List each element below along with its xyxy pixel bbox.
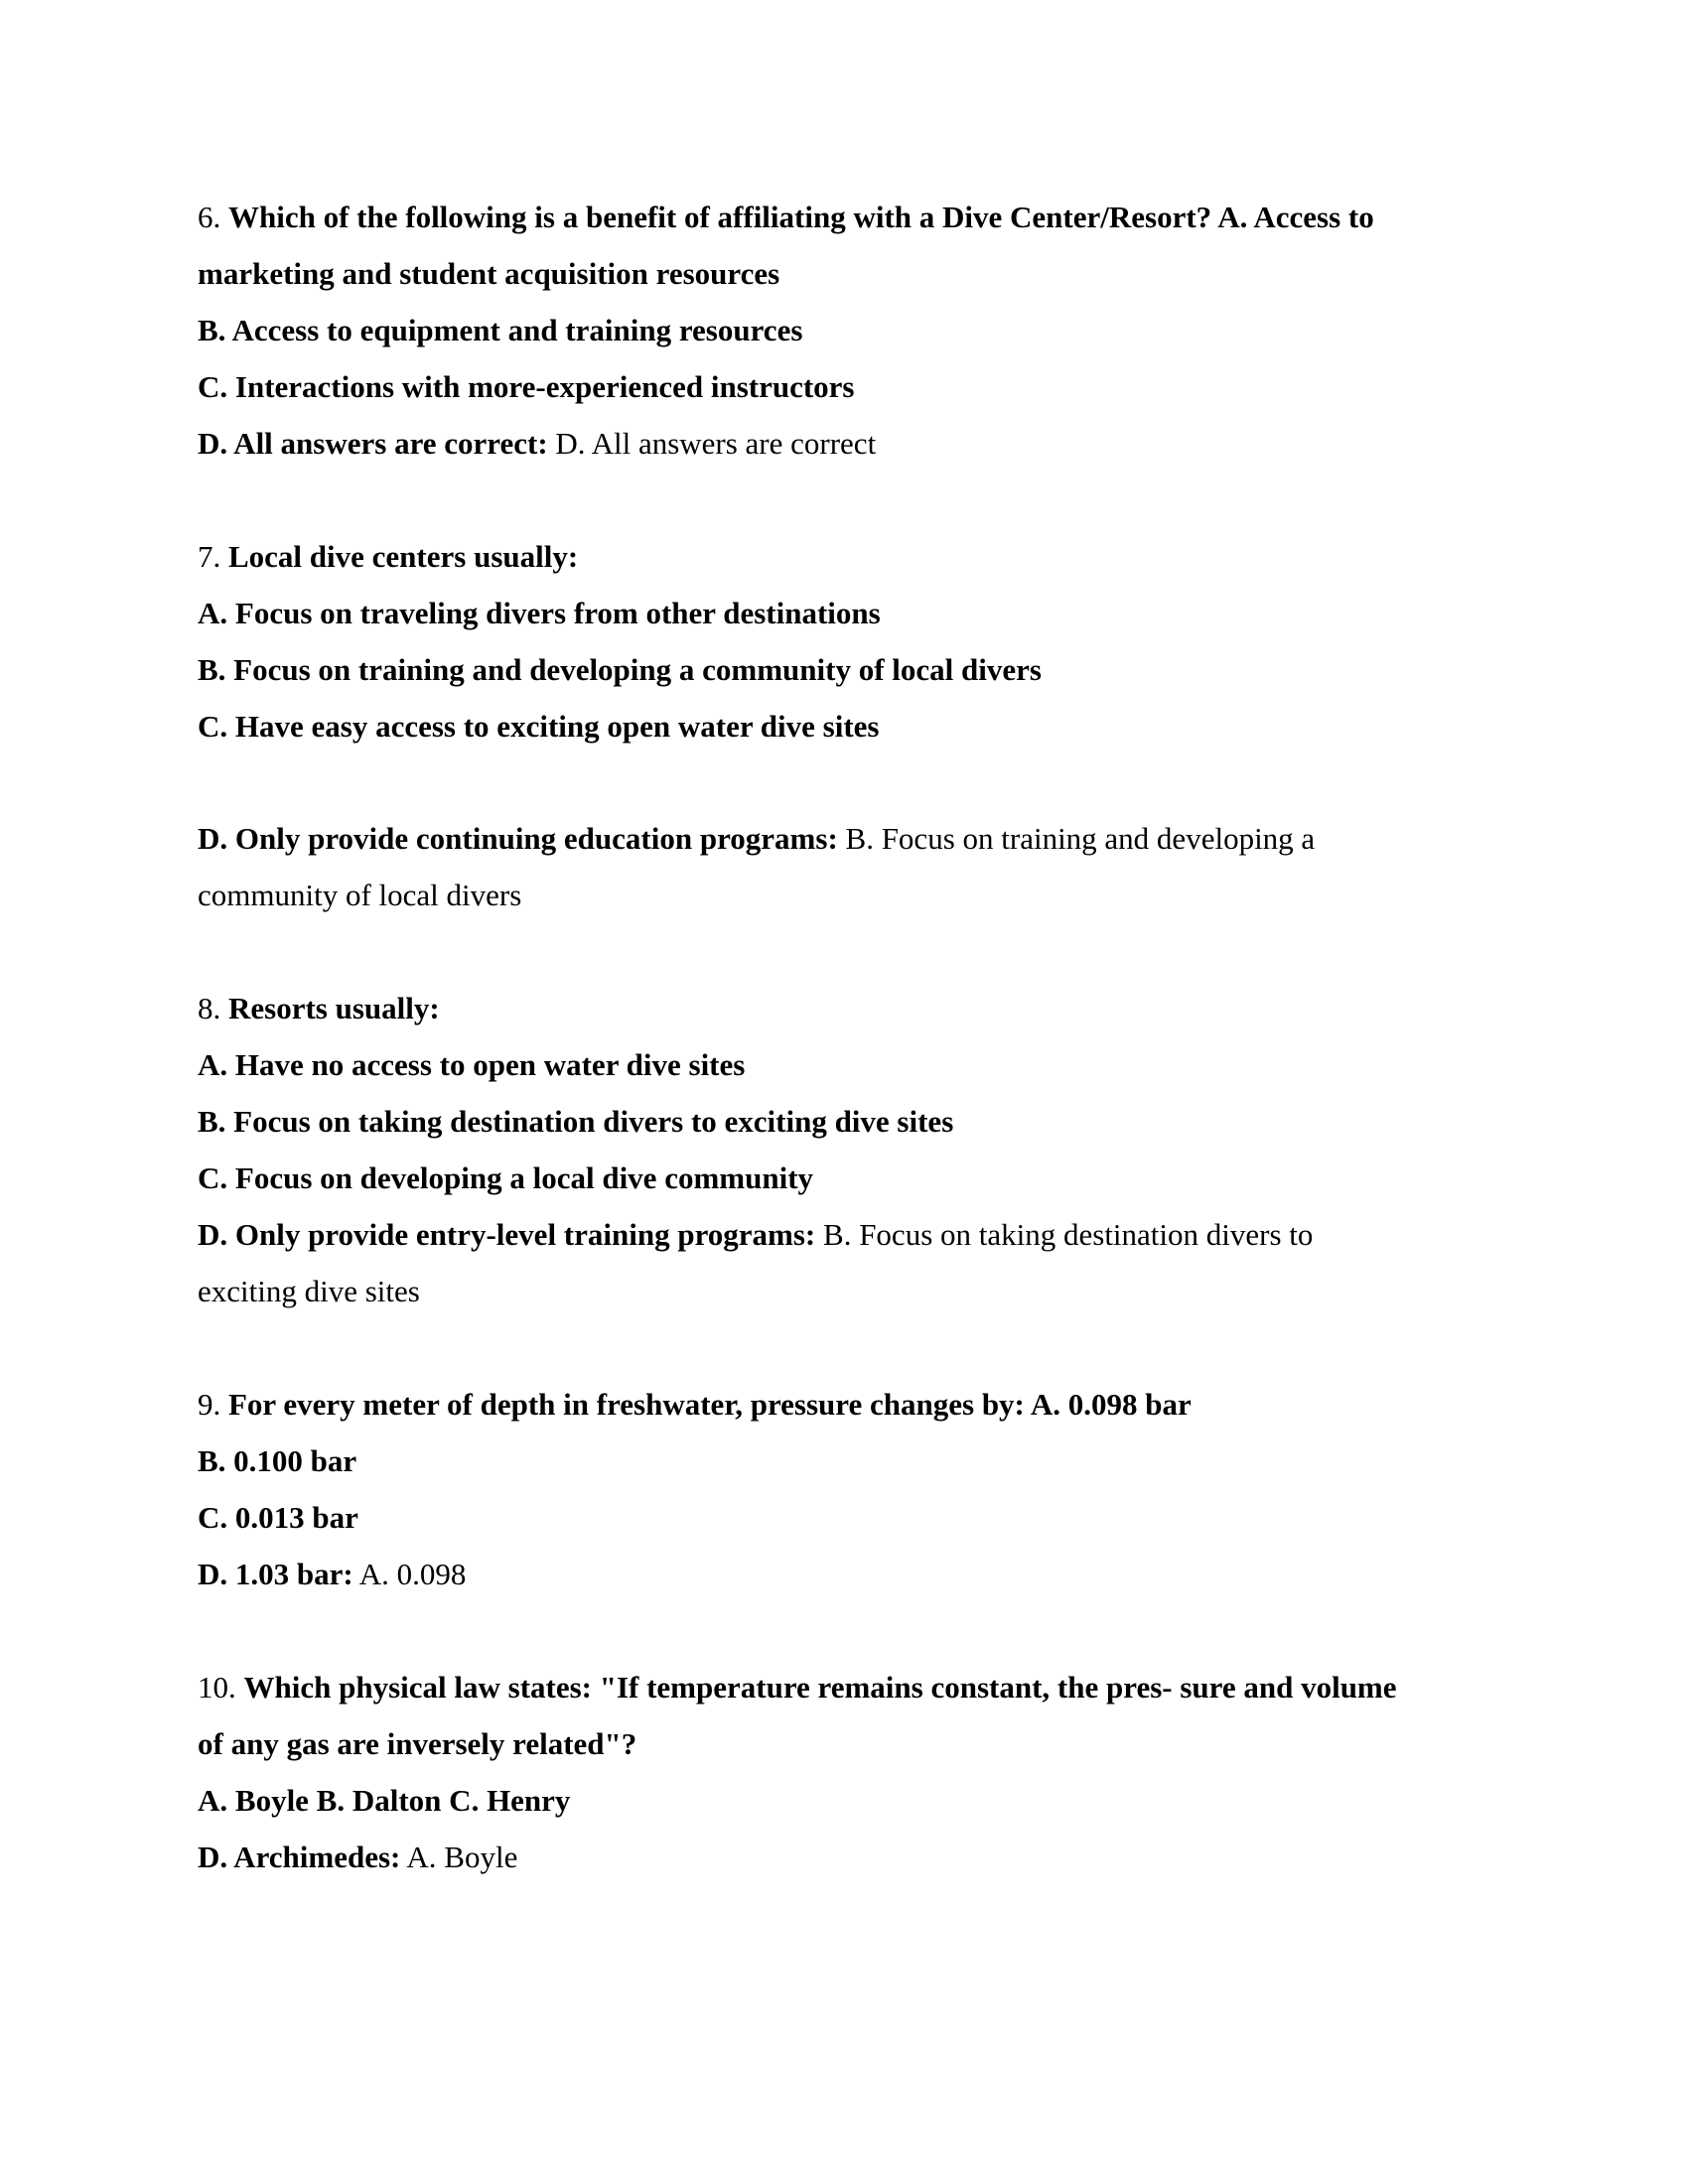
option-text: C. 0.013 bar: [198, 1500, 358, 1535]
question-9-line-1: [198, 1385, 1192, 1425]
question-6-text: Which of the following is a benefit of affiliating with a Dive Center/Resort? A. Access to: [228, 200, 1374, 234]
question-8-option-a: [198, 1045, 745, 1085]
option-text: C. Interactions with more-experienced instructors: [198, 369, 855, 404]
option-text: B. Access to equipment and training resources: [198, 313, 803, 347]
question-10-option-d: [198, 1838, 517, 1877]
question-7-text: Local dive centers usually:: [228, 539, 579, 574]
question-7-answer: B. Focus on training and developing a: [837, 821, 1316, 856]
question-9-answer: A. 0.098: [352, 1557, 467, 1591]
question-9-text: For every meter of depth in freshwater, pressure changes by: A. 0.098 bar: [228, 1387, 1192, 1422]
option-text: A. Boyle B. Dalton C. Henry: [198, 1783, 571, 1818]
question-8-option-d: [198, 1215, 1313, 1255]
question-7-option-d: [198, 819, 1315, 859]
question-10-answer: A. Boyle: [400, 1840, 518, 1874]
question-6-number: 6.: [198, 200, 221, 234]
question-9-option-c: [198, 1498, 358, 1538]
answer-text: community of local divers: [198, 878, 522, 912]
question-10-text: Which physical law states: "If temperature remains constant, the pres- sure and volume: [243, 1670, 1397, 1705]
question-9-option-b: [198, 1441, 356, 1481]
question-8-text: Resorts usually:: [228, 991, 440, 1025]
question-6-option-b: [198, 311, 802, 350]
question-10-text-cont: of any gas are inversely related"?: [198, 1726, 637, 1761]
question-10-line-2: [198, 1724, 636, 1764]
question-9-number: 9.: [198, 1387, 221, 1422]
question-6-line-2: [198, 254, 779, 294]
question-6-option-d: [198, 424, 876, 464]
option-text: D. Archimedes:: [198, 1840, 401, 1874]
option-text: D. All answers are correct:: [198, 426, 548, 461]
question-8-answer: B. Focus on taking destination divers to: [815, 1217, 1314, 1252]
answer-text: exciting dive sites: [198, 1274, 420, 1308]
option-text: A. Have no access to open water dive sites: [198, 1047, 746, 1082]
question-7-answer-cont: [198, 876, 521, 915]
question-6-answer: D. All answers are correct: [547, 426, 877, 461]
option-text: D. 1.03 bar:: [198, 1557, 353, 1591]
question-10-number: 10.: [198, 1670, 236, 1705]
option-text: B. Focus on training and developing a community of local divers: [198, 652, 1042, 687]
question-8-option-c: [198, 1159, 813, 1198]
option-text: C. Focus on developing a local dive community: [198, 1160, 814, 1195]
question-7-option-a: [198, 594, 881, 633]
question-7-number: 7.: [198, 539, 221, 574]
option-text: D. Only provide continuing education programs:: [198, 821, 838, 856]
question-7-line-1: [198, 537, 578, 577]
option-text: C. Have easy access to exciting open water dive sites: [198, 709, 880, 744]
option-text: B. Focus on taking destination divers to exciting dive sites: [198, 1104, 954, 1139]
question-9-option-d: [198, 1555, 466, 1594]
question-7-option-c: [198, 707, 879, 747]
question-8-option-b: [198, 1102, 953, 1142]
option-text: A. Focus on traveling divers from other destinations: [198, 596, 881, 630]
question-6-text-cont: marketing and student acquisition resources: [198, 256, 780, 291]
question-8-answer-cont: [198, 1272, 420, 1311]
question-7-option-b: [198, 650, 1042, 690]
question-6-option-c: [198, 367, 855, 407]
question-8-line-1: [198, 989, 440, 1028]
option-text: B. 0.100 bar: [198, 1443, 357, 1478]
option-text: D. Only provide entry-level training programs:: [198, 1217, 816, 1252]
question-10-options-abc: [198, 1781, 570, 1821]
question-8-number: 8.: [198, 991, 221, 1025]
question-6-line-1: [198, 198, 1374, 237]
question-10-line-1: [198, 1668, 1397, 1707]
